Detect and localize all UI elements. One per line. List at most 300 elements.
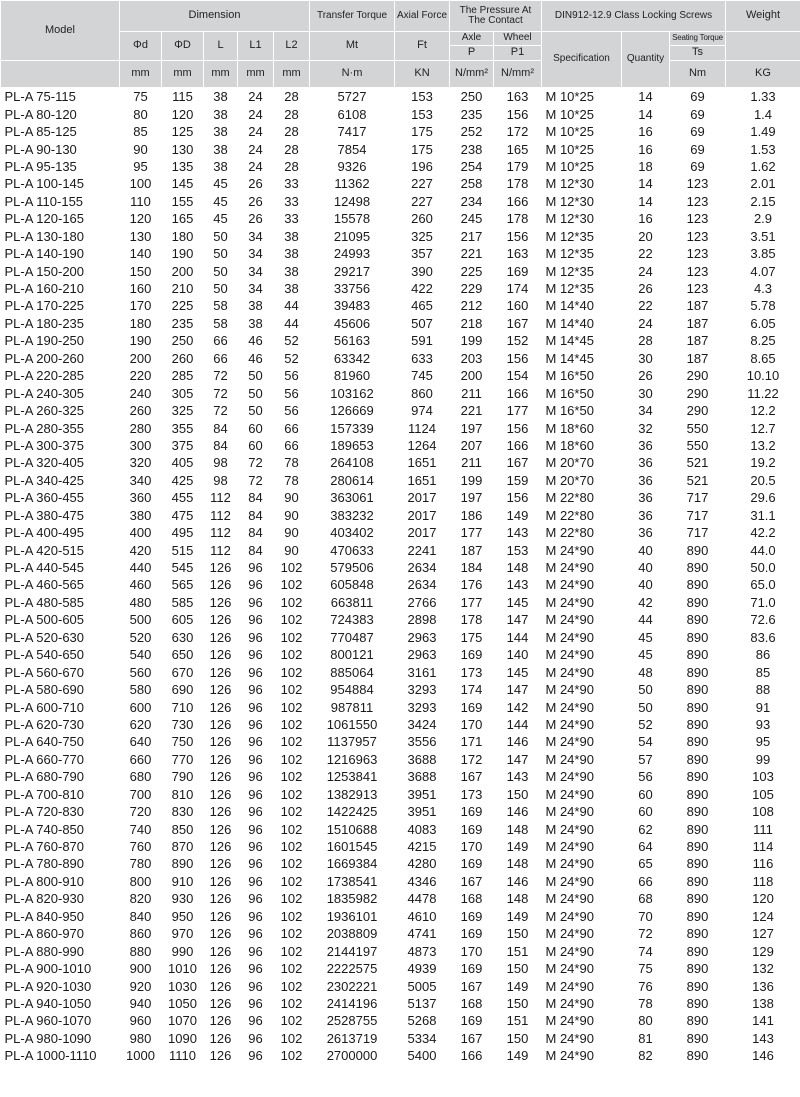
cell-spec: M 24*90: [542, 908, 622, 925]
cell-p: 176: [460, 577, 483, 593]
table-row: [1, 384, 800, 401]
cell-spec: M 22*80: [542, 489, 622, 506]
cell-p: 199: [460, 333, 483, 349]
table-row: [1, 838, 800, 855]
cell-p: 258: [450, 175, 494, 192]
cell-d: 980: [129, 1030, 152, 1046]
cell-p: 211: [450, 384, 494, 401]
cell-L: 126: [209, 926, 232, 942]
cell-p: 173: [460, 786, 483, 802]
cell-mt: 1738541: [310, 873, 395, 890]
cell-p: 169: [460, 856, 483, 872]
header-unit-L: mm: [204, 61, 238, 88]
cell-kg: 1.53: [726, 140, 800, 157]
cell-ts: 123: [686, 193, 709, 209]
cell-d: 540: [129, 647, 152, 663]
cell-ft: 196: [411, 158, 433, 174]
cell-L2: 66: [274, 419, 310, 436]
cell-mt: 2038809: [326, 926, 378, 942]
cell-L1: 84: [238, 489, 274, 506]
cell-qty: 30: [622, 384, 670, 401]
table-row: [1, 942, 800, 959]
cell-mt: 6108: [310, 105, 395, 122]
cell-kg: 136: [726, 977, 800, 994]
cell-kg: 95: [726, 733, 800, 750]
cell-qty: 50: [622, 698, 670, 715]
cell-p1: 140: [506, 647, 529, 663]
cell-model: PL-A 75-115: [4, 89, 76, 105]
cell-L: 126: [204, 873, 238, 890]
cell-model: PL-A 170-225: [4, 298, 85, 314]
cell-L2: 66: [284, 437, 299, 453]
cell-D: 250: [171, 333, 194, 349]
cell-ft: 3951: [407, 786, 437, 802]
table-row: [1, 350, 800, 367]
cell-ft: 2017: [395, 489, 450, 506]
cell-ts: 290: [670, 384, 726, 401]
cell-ft: 3688: [407, 751, 437, 767]
cell-ts: 890: [670, 698, 726, 715]
table-row: [1, 768, 800, 785]
cell-p: 211: [450, 454, 494, 471]
cell-L: 126: [209, 716, 232, 732]
cell-d: 130: [129, 228, 152, 244]
cell-L: 50: [213, 228, 228, 244]
cell-L2: 102: [274, 559, 310, 576]
cell-ts: 69: [690, 89, 705, 105]
cell-kg: 11.22: [726, 384, 800, 401]
cell-d: 920: [120, 977, 162, 994]
cell-D: 970: [171, 926, 194, 942]
cell-model: PL-A 300-375: [4, 437, 85, 453]
cell-p1: 146: [494, 733, 542, 750]
cell-ts: 123: [670, 245, 726, 262]
cell-D: 910: [162, 873, 204, 890]
cell-d: 200: [120, 350, 162, 367]
cell-model: PL-A 400-495: [1, 524, 120, 541]
cell-L1: 46: [238, 350, 274, 367]
cell-p1: 177: [506, 403, 529, 419]
cell-p1: 150: [506, 786, 529, 802]
table-row: [1, 454, 800, 471]
cell-L: 126: [204, 594, 238, 611]
cell-D: 285: [171, 368, 194, 384]
cell-kg: 1.33: [750, 89, 776, 105]
table-row: [1, 786, 800, 803]
cell-d: 160: [120, 280, 162, 297]
table-row: [1, 541, 800, 558]
cell-d: 520: [120, 629, 162, 646]
cell-L: 126: [209, 577, 232, 593]
cell-p1: 151: [494, 1012, 542, 1029]
table-row: [1, 210, 800, 227]
table-row: [1, 716, 800, 733]
cell-model: PL-A 980-1090: [4, 1030, 92, 1046]
cell-model: PL-A 900-1010: [4, 961, 92, 977]
cell-ft: 3951: [395, 803, 450, 820]
cell-ft: 4280: [407, 856, 437, 872]
cell-spec: M 18*60: [545, 437, 594, 453]
cell-kg: 4.07: [750, 263, 776, 279]
cell-mt: 2222575: [326, 961, 378, 977]
cell-mt: 56163: [333, 333, 371, 349]
cell-D: 850: [171, 821, 194, 837]
cell-kg: 85: [726, 663, 800, 680]
cell-model: PL-A 90-130: [1, 140, 120, 157]
cell-L2: 102: [280, 995, 303, 1011]
cell-kg: 1.62: [750, 158, 776, 174]
header-unit-kg: KG: [726, 61, 800, 88]
cell-ft: 1651: [407, 472, 437, 488]
cell-spec: M 16*50: [545, 368, 594, 384]
cell-model: PL-A 960-1070: [1, 1012, 120, 1029]
cell-d: 90: [120, 140, 162, 157]
cell-d: 720: [120, 803, 162, 820]
cell-qty: 68: [638, 891, 653, 907]
cell-p1: 165: [494, 140, 542, 157]
cell-ft: 3293: [407, 682, 437, 698]
cell-L1: 96: [248, 926, 263, 942]
cell-D: 475: [171, 507, 194, 523]
cell-d: 80: [120, 105, 162, 122]
cell-spec: M 20*70: [542, 454, 622, 471]
cell-ft: 4083: [407, 821, 437, 837]
cell-ft: 4939: [407, 961, 437, 977]
cell-kg: 72.6: [750, 612, 776, 628]
cell-p1: 160: [506, 298, 529, 314]
cell-mt: 470633: [330, 542, 374, 558]
cell-qty: 14: [622, 105, 670, 122]
cell-L2: 44: [284, 298, 299, 314]
cell-D: 810: [171, 786, 194, 802]
cell-spec: M 24*90: [545, 647, 594, 663]
cell-D: 235: [162, 315, 204, 332]
header-sym-ts: Ts: [670, 46, 726, 61]
cell-spec: M 24*90: [545, 682, 594, 698]
cell-L1: 96: [238, 942, 274, 959]
cell-kg: 146: [726, 1047, 800, 1064]
cell-L1: 96: [248, 612, 263, 628]
cell-spec: M 10*25: [545, 158, 594, 174]
cell-ts: 890: [670, 838, 726, 855]
cell-d: 110: [130, 193, 151, 209]
cell-qty: 52: [638, 716, 653, 732]
cell-ft: 4741: [407, 926, 437, 942]
cell-kg: 138: [752, 995, 774, 1011]
cell-spec: M 16*50: [542, 384, 622, 401]
cell-ts: 890: [686, 612, 709, 628]
cell-mt: 1422425: [310, 803, 395, 820]
cell-p: 175: [450, 629, 494, 646]
cell-L: 72: [213, 368, 228, 384]
cell-L: 126: [209, 1030, 232, 1046]
cell-d: 700: [129, 786, 152, 802]
cell-p: 170: [450, 838, 494, 855]
cell-d: 640: [120, 733, 162, 750]
cell-ft: 5268: [395, 1012, 450, 1029]
cell-qty: 16: [622, 210, 670, 227]
cell-mt: 1835982: [326, 891, 378, 907]
cell-p1: 178: [494, 175, 542, 192]
cell-L1: 24: [248, 124, 263, 140]
cell-L2: 56: [274, 384, 310, 401]
cell-p: 170: [460, 716, 483, 732]
cell-kg: 19.2: [726, 454, 800, 471]
cell-d: 140: [120, 245, 162, 262]
cell-L: 72: [204, 384, 238, 401]
table-row: [1, 105, 800, 122]
cell-spec: M 22*80: [542, 524, 622, 541]
header-sym-D: ΦD: [162, 32, 204, 61]
cell-kg: 5.78: [750, 298, 776, 314]
cell-D: 870: [162, 838, 204, 855]
table-row: [1, 855, 800, 872]
cell-L2: 102: [280, 577, 303, 593]
table-row: [1, 559, 800, 576]
cell-ts: 890: [670, 629, 726, 646]
cell-L: 126: [209, 612, 232, 628]
cell-p1: 169: [506, 263, 529, 279]
cell-mt: 800121: [330, 647, 374, 663]
cell-L1: 26: [238, 175, 274, 192]
cell-L2: 102: [274, 838, 310, 855]
cell-D: 210: [162, 280, 204, 297]
cell-kg: 118: [726, 873, 800, 890]
cell-L2: 52: [274, 350, 310, 367]
cell-mt: 7854: [310, 140, 395, 157]
cell-p: 177: [450, 594, 494, 611]
cell-qty: 66: [622, 873, 670, 890]
cell-D: 730: [171, 716, 194, 732]
cell-spec: M 24*90: [545, 891, 594, 907]
cell-ts: 550: [686, 437, 709, 453]
cell-model: PL-A 220-285: [4, 368, 85, 384]
cell-d: 900: [129, 961, 152, 977]
cell-model: PL-A 620-730: [4, 716, 85, 732]
cell-L: 66: [213, 333, 228, 349]
cell-ts: 890: [670, 1012, 726, 1029]
cell-L2: 90: [284, 507, 299, 523]
cell-mt: 280614: [330, 472, 374, 488]
cell-ft: 2241: [407, 542, 437, 558]
header-transfer-torque: Transfer Torque: [310, 1, 395, 32]
cell-D: 605: [171, 612, 194, 628]
cell-model: PL-A 120-165: [1, 210, 120, 227]
cell-p1: 147: [506, 682, 529, 698]
cell-p1: 172: [506, 124, 529, 140]
table-row: [1, 698, 800, 715]
cell-D: 565: [171, 577, 194, 593]
cell-L: 50: [204, 245, 238, 262]
header-sym-L2: L2: [274, 32, 310, 61]
cell-ft: 4346: [395, 873, 450, 890]
cell-qty: 64: [622, 838, 670, 855]
cell-D: 950: [162, 908, 204, 925]
cell-spec: M 12*35: [545, 228, 594, 244]
cell-model: PL-A 660-770: [4, 751, 85, 767]
cell-p: 167: [460, 1030, 483, 1046]
cell-kg: 132: [752, 961, 774, 977]
cell-model: PL-A 880-990: [1, 942, 120, 959]
cell-kg: 99: [755, 751, 771, 767]
cell-L: 126: [204, 838, 238, 855]
cell-L: 38: [213, 158, 228, 174]
table-row: [1, 158, 800, 175]
cell-L1: 34: [238, 280, 274, 297]
cell-ft: 260: [395, 210, 450, 227]
cell-L1: 26: [248, 193, 263, 209]
cell-ft: 4478: [407, 891, 437, 907]
cell-ts: 890: [686, 751, 709, 767]
cell-L1: 96: [238, 733, 274, 750]
cell-p1: 178: [494, 210, 542, 227]
cell-p: 254: [460, 158, 483, 174]
table-row: [1, 733, 800, 750]
cell-spec: M 18*60: [542, 419, 622, 436]
cell-model: PL-A 110-155: [4, 193, 84, 209]
cell-L2: 28: [284, 158, 299, 174]
header-unit-L2: mm: [274, 61, 310, 88]
cell-ts: 187: [686, 298, 709, 314]
cell-mt: 1936101: [310, 908, 395, 925]
cell-model: PL-A 150-200: [4, 263, 85, 279]
cell-L: 50: [213, 263, 228, 279]
cell-qty: 70: [622, 908, 670, 925]
cell-D: 260: [162, 350, 204, 367]
cell-qty: 26: [638, 368, 653, 384]
cell-spec: M 24*90: [542, 733, 622, 750]
cell-qty: 60: [638, 786, 653, 802]
cell-spec: M 10*25: [542, 105, 622, 122]
cell-L: 98: [204, 454, 238, 471]
cell-ft: 3161: [395, 663, 450, 680]
cell-qty: 45: [622, 629, 670, 646]
table-row: [1, 646, 800, 663]
cell-mt: 126669: [330, 403, 374, 419]
cell-p1: 148: [506, 891, 529, 907]
cell-d: 620: [129, 716, 152, 732]
cell-mt: 363061: [310, 489, 395, 506]
table-row: [1, 140, 800, 157]
cell-L: 126: [204, 803, 238, 820]
cell-spec: M 24*90: [545, 542, 594, 558]
cell-D: 130: [162, 140, 204, 157]
cell-kg: 13.2: [750, 437, 776, 453]
cell-d: 420: [129, 542, 152, 558]
cell-D: 225: [171, 298, 194, 314]
cell-qty: 62: [638, 821, 653, 837]
cell-L2: 28: [284, 124, 299, 140]
table-row: [1, 524, 800, 541]
cell-d: 320: [120, 454, 162, 471]
cell-kg: 3.51: [750, 228, 776, 244]
cell-L1: 50: [248, 368, 263, 384]
cell-spec: M 20*70: [545, 472, 594, 488]
cell-spec: M 24*90: [542, 1047, 622, 1064]
cell-p1: 150: [506, 995, 529, 1011]
cell-mt: 103162: [310, 384, 395, 401]
cell-ft: 3424: [407, 716, 437, 732]
cell-L1: 84: [248, 507, 263, 523]
table-row: [1, 367, 800, 384]
cell-spec: M 24*90: [542, 838, 622, 855]
cell-p: 169: [460, 647, 483, 663]
cell-kg: 1.4: [726, 105, 800, 122]
cell-kg: 71.0: [726, 594, 800, 611]
cell-kg: 2.9: [726, 210, 800, 227]
cell-qty: 28: [638, 333, 653, 349]
cell-p: 174: [460, 682, 483, 698]
cell-d: 75: [133, 89, 148, 105]
cell-mt: 7417: [337, 124, 367, 140]
header-seating-torque: Seating Torque: [670, 32, 726, 46]
header-wheel: Wheel: [494, 32, 542, 46]
cell-ts: 890: [686, 926, 709, 942]
cell-ts: 890: [686, 542, 709, 558]
header-sym-ft: Ft: [395, 32, 450, 61]
cell-d: 190: [129, 333, 152, 349]
cell-L1: 50: [238, 384, 274, 401]
cell-p1: 148: [506, 856, 529, 872]
cell-p1: 149: [494, 908, 542, 925]
cell-qty: 48: [622, 663, 670, 680]
cell-qty: 36: [638, 507, 653, 523]
cell-p1: 147: [506, 751, 529, 767]
cell-L1: 96: [238, 977, 274, 994]
cell-d: 280: [120, 419, 162, 436]
table-row: [1, 437, 800, 454]
cell-L: 38: [204, 105, 238, 122]
cell-D: 770: [171, 751, 194, 767]
cell-L2: 56: [284, 368, 299, 384]
cell-spec: M 24*90: [542, 594, 622, 611]
cell-L2: 102: [280, 751, 303, 767]
cell-ts: 187: [686, 333, 709, 349]
cell-qty: 50: [638, 682, 653, 698]
cell-kg: 91: [726, 698, 800, 715]
cell-spec: M 14*45: [545, 333, 594, 349]
cell-d: 170: [129, 298, 152, 314]
cell-p1: 148: [494, 559, 542, 576]
cell-kg: 103: [726, 768, 800, 785]
cell-qty: 18: [638, 158, 653, 174]
cell-L1: 96: [248, 751, 263, 767]
cell-qty: 24: [638, 263, 653, 279]
cell-mt: 770487: [310, 629, 395, 646]
cell-ft: 633: [395, 350, 450, 367]
cell-ts: 890: [670, 594, 726, 611]
cell-p1: 146: [494, 803, 542, 820]
cell-spec: M 24*90: [545, 856, 594, 872]
cell-kg: 1.49: [750, 124, 776, 140]
cell-ts: 69: [670, 140, 726, 157]
cell-L2: 28: [284, 89, 299, 105]
header-sym-L: L: [204, 32, 238, 61]
cell-d: 860: [129, 926, 152, 942]
cell-ft: 227: [395, 175, 450, 192]
header-sym-mt: Mt: [310, 32, 395, 61]
cell-p1: 147: [506, 612, 529, 628]
table-row: [1, 977, 800, 994]
cell-D: 355: [162, 419, 204, 436]
cell-qty: 72: [638, 926, 653, 942]
cell-kg: 20.5: [750, 472, 776, 488]
cell-ts: 717: [686, 507, 709, 523]
cell-ts: 123: [670, 210, 726, 227]
cell-d: 500: [129, 612, 152, 628]
cell-ft: 745: [411, 368, 433, 384]
cell-qty: 60: [622, 803, 670, 820]
